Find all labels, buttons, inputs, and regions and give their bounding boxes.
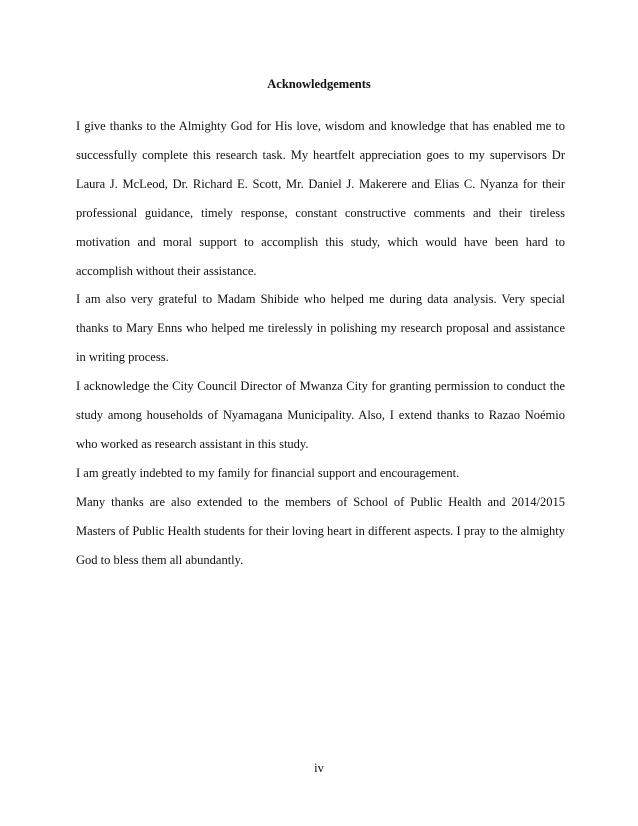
- paragraph-family: I am greatly indebted to my family for financial support and encouragement.: [76, 465, 460, 480]
- page-title: Acknowledgements: [267, 77, 371, 91]
- paragraph-school: Many thanks are also extended to the members of School of Public Health and 2014/2015 Masters of Public Health students for their loving heart in different aspects. I pray to the almighty God to bless them all abundantly.: [76, 494, 565, 567]
- page-number: iv: [314, 761, 324, 775]
- paragraph-city-council: I acknowledge the City Council Director of Mwanza City for granting permission to conduct the study among households of Nyamagana Municipality. Also, I extend thanks to Razao Noémio who worked as research assistant in this study.: [76, 379, 565, 451]
- paragraph-supervisors: I give thanks to the Almighty God for His love, wisdom and knowledge that has enabled me to successfully complete this research task. My heartfelt appreciation goes to my supervisors Dr Laura J. McLeod, Dr. Richard E. Scott, Mr. Daniel J. Makerere and Elias C. Nyanza for their professional guidance, timely response, constant constructive comments and their tireless motivation and moral support to accomplish this study, which would have been hard to accomplish without their assistance.: [76, 119, 565, 278]
- body-text: [76, 112, 565, 575]
- paragraph-data-analysis: I am also very grateful to Madam Shibide who helped me during data analysis. Very special thanks to Mary Enns who helped me tirelessly in polishing my research proposal and assistance in writing process.: [76, 292, 565, 365]
